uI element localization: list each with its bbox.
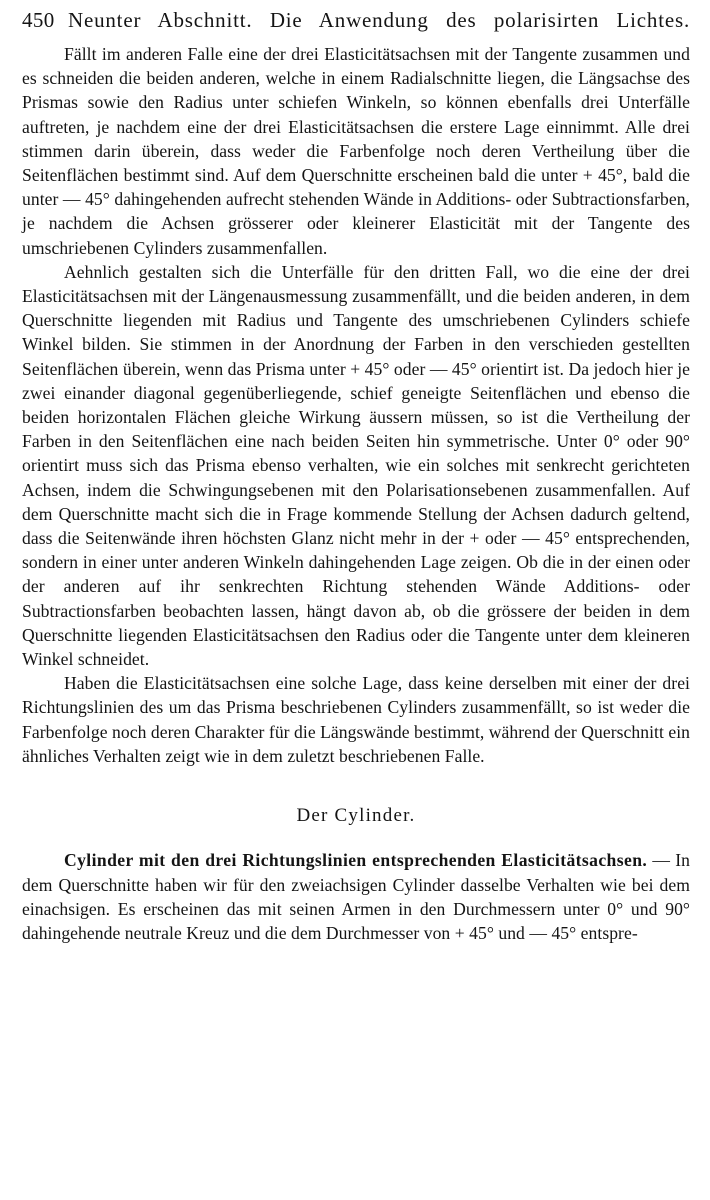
paragraph-2: Aehnlich gestalten sich die Unterfälle für den dritten Fall, wo die eine der drei Elasticitätsachsen mit der Längenausmessung zusammenfällt, und die beiden anderen, in dem Querschnitte liegenden mit Radius und Tangente des umschriebenen Cylinders schiefe Winkel bilden. Sie stimmen in der Anordnung der Farben in den verschieden gestellten Seitenflächen überein, wenn das Prisma unter + 45° oder — 45° orientirt ist. Da jedoch hier je zwei einander diagonal gegenüberliegende, schief geneigte Seitenflächen und ebenso die beiden horizontalen Flächen gleiche Wirkung äussern müssen, so ist die Vertheilung der Farben in den Seitenflächen eine nach beiden Seiten hin symmetrische. Unter 0° oder 90° orientirt muss sich das Prisma ebenso verhalten, wie ein solches mit senkrecht gerichteten Achsen, indem die Schwingungsebenen mit den Polarisationsebenen zusammenfallen. Auf dem Querschnitte macht sich die in Frage kommende Stellung der Achsen dadurch geltend, dass die Seitenwände ihren höchsten Glanz nicht mehr in der + oder — 45° entsprechenden, sondern in einer unter anderen Winkeln dahingehenden Lage zeigen. Ob die in der einen oder der anderen auf ihr senkrechten Richtung stehenden Wände Additions- oder Subtractionsfarben beobachten lassen, hängt davon ab, ob die grössere der beiden in dem Querschnitte liegenden Elasticitätsachsen den Radius oder die Tangente unter dem kleineren Winkel schneidet. xyxy=(22,261,690,670)
subsection-text: — In dem Querschnitte haben wir für den zweiachsigen Cylinder dasselbe Verhalten wie bei dem einachsigen. Es erscheinen das mit seinen Armen in den Durchmessern unter 0° und 90° dahingehende neutrale Kreuz und die dem Durchmesser von + 45° und — 45° entspre- xyxy=(22,850,690,943)
running-head-title: Neunter Abschnitt. Die Anwendung des polarisirten Lichtes. xyxy=(68,8,690,32)
subsection-paragraph xyxy=(22,848,690,945)
body-text xyxy=(22,42,690,945)
paragraph-1: Fällt im anderen Falle eine der drei Elasticitätsachsen mit der Tangente zusammen und es schneiden die beiden anderen, welche in einem Radialschnitte liegen, die Längsachse des Prismas sowie den Radius unter schiefen Winkeln, so können ebenfalls drei Unterfälle auftreten, je nachdem eine der drei Elasticitätsachsen die erstere Lage einnimmt. Alle drei stimmen darin überein, dass weder die Farbenfolge noch deren Vertheilung über die Seitenflächen bestimmt sind. Auf dem Querschnitte erscheinen bald die unter + 45°, bald die unter — 45° dahingehenden aufrecht stehenden Wände in Additions- oder Subtractionsfarben, je nachdem die Achsen grösserer oder kleinerer Elasticität mit der Tangente des umschriebenen Cylinders zusammenfallen. xyxy=(22,44,690,258)
running-head xyxy=(22,8,690,42)
page-number: 450 xyxy=(22,8,55,32)
paragraph-3: Haben die Elasticitätsachsen eine solche Lage, dass keine derselben mit einer der drei Richtungslinien des um das Prisma beschriebenen Cylinders zusammenfällt, so ist weder die Farbenfolge noch deren Charakter für die Längswände bestimmt, während der Querschnitt ein ähnliches Verhalten zeigt wie in dem zuletzt beschriebenen Falle. xyxy=(22,673,690,766)
section-heading: Der Cylinder. xyxy=(296,805,416,827)
subsection-title: Cylinder mit den drei Richtungslinien entsprechenden Elasticitätsachsen. xyxy=(64,850,648,871)
